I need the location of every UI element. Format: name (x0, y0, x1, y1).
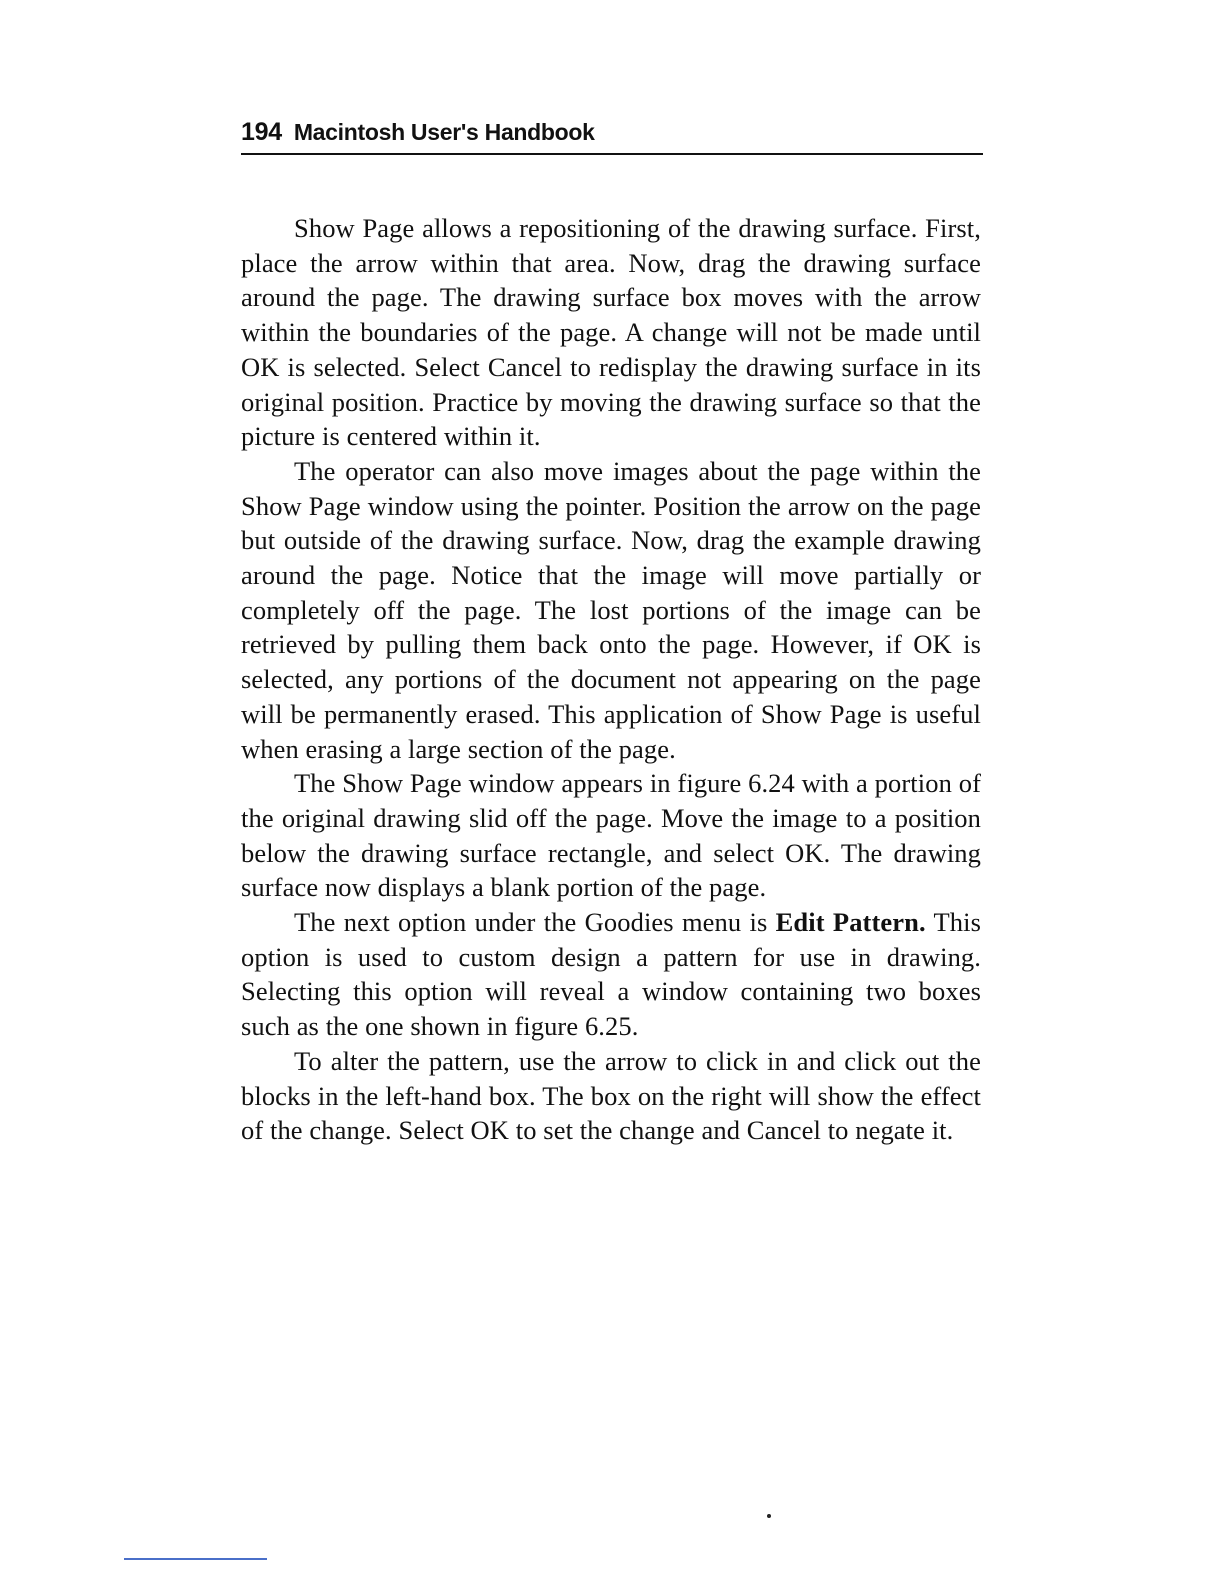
book-page (241, 118, 981, 1148)
edit-pattern-term: Edit Pattern. (775, 907, 926, 938)
edit-pattern-intro: The next option under the Goodies menu is (294, 907, 776, 938)
body-text (241, 211, 981, 1148)
edit-pattern-description: This option is used to custom design a pattern for use in drawing. Selecting this option will reveal a window containing two boxes such as the one shown in figure 6.25. (241, 907, 982, 1042)
paragraph-alter-pattern: To alter the pattern, use the arrow to click in and click out the blocks in the left-hand box. The box on the right will show the effect of the change. Select OK to set the change and Cancel to negate it. (241, 1045, 981, 1146)
paragraph-edit-pattern (241, 905, 981, 1044)
paragraph-move-images: The operator can also move images about the page within the Show Page window using the pointer. Position the arrow on the page but outside of the drawing surface. Now, drag the example drawing around the page. Notice that the image will move partially or completely off the page. The lost portions of the image can be retrieved by pulling them back onto the page. However, if OK is selected, any portions of the document not appearing on the page will be permanently erased. This application of Show Page is useful when erasing a large section of the page. (241, 455, 981, 764)
book-title: Macintosh User's Handbook (293, 119, 595, 145)
running-head (241, 118, 983, 155)
paragraph-show-page: Show Page allows a repositioning of the drawing surface. First, place the arrow within that area. Now, drag the drawing surface around the page. The drawing surface box moves with the arrow within the boundaries of the page. A change will not be made until OK is selected. Select Cancel to redisplay the drawing surface in its original position. Practice by moving the drawing surface so that the picture is centered within it. (241, 213, 981, 452)
page-number: 194 (241, 118, 282, 146)
paragraph-figure-6-24: The Show Page window appears in figure 6.24 with a portion of the original drawing slid off the page. Move the image to a position below the drawing surface rectangle, and select OK. The drawing surface now displays a blank portion of the page. (241, 768, 981, 903)
stray-dot (767, 1514, 771, 1518)
bottom-rule (124, 1558, 267, 1560)
